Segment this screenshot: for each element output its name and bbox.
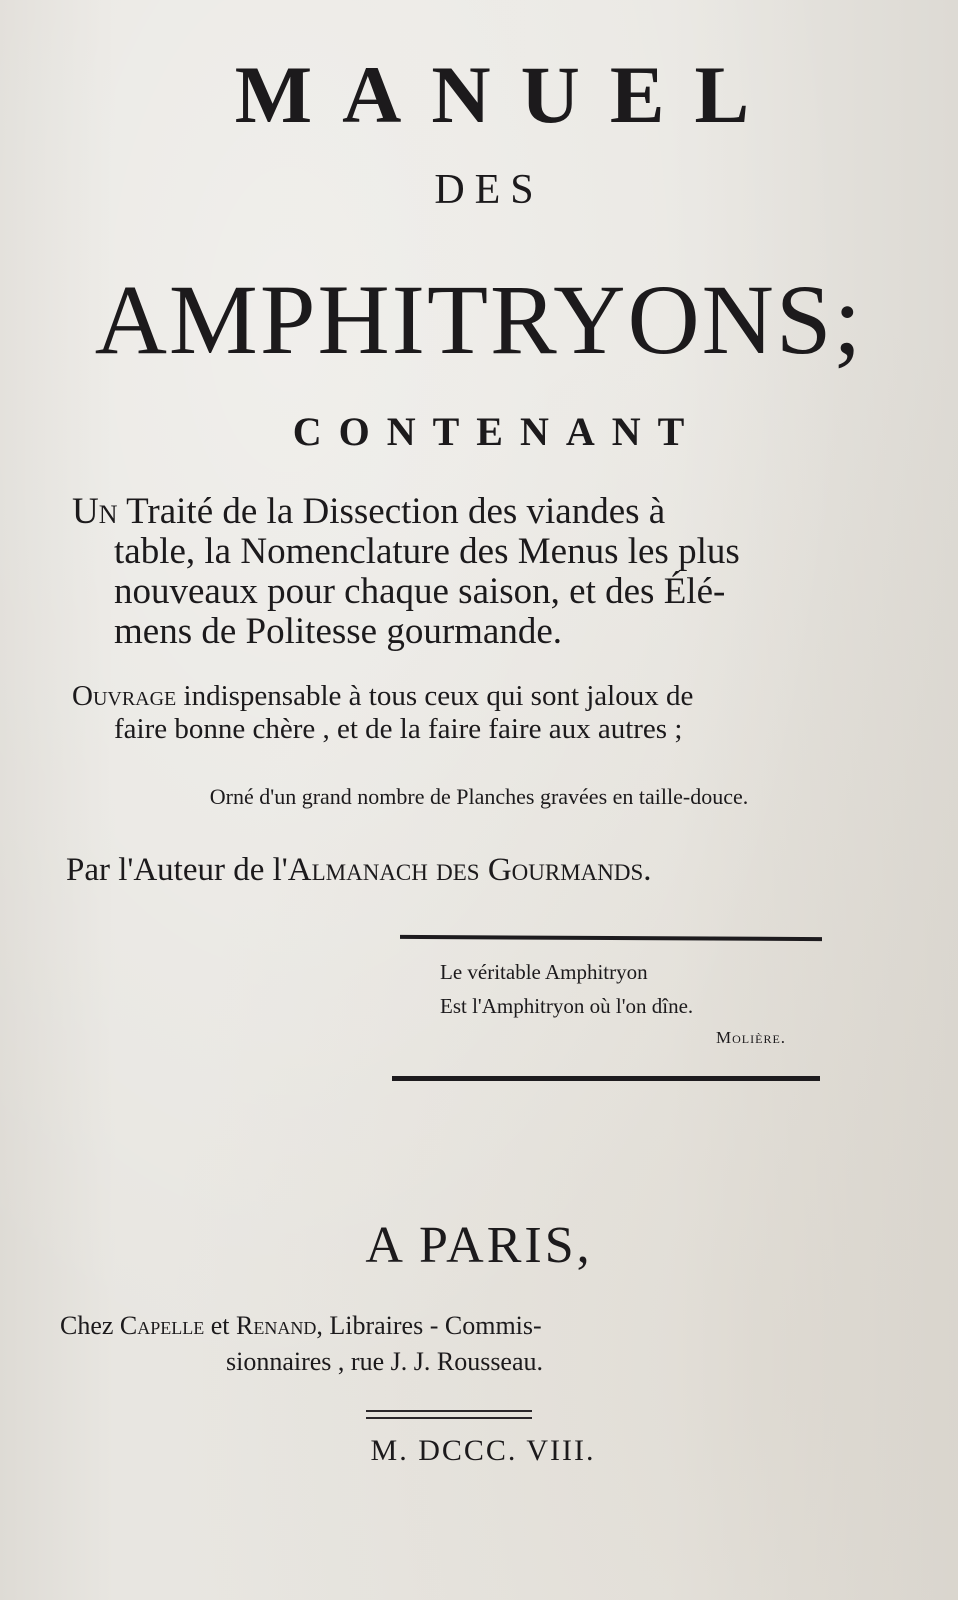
epigraph-rule-bottom [392, 1076, 820, 1081]
description-line-2: table, la Nomenclature des Menus les plus [114, 531, 740, 572]
purpose-line-1: Ouvrage indispensable à tous ceux qui sont jaloux de [72, 680, 694, 712]
imprint-line-2: sionnaires , rue J. J. Rousseau. [226, 1347, 544, 1376]
illustrations-note: Orné d'un grand nombre de Planches gravées en taille-douce. [209, 784, 749, 809]
epigraph-attribution: Molière. [716, 1028, 787, 1047]
contains-label: CONTENANT [292, 409, 702, 454]
imprint-city: A PARIS, [365, 1217, 593, 1274]
epigraph-rule-top [400, 935, 822, 941]
publication-date: M. DCCC. VIII. [370, 1434, 596, 1467]
purpose-lead: Ouvrage [72, 680, 177, 712]
imprint-line-1: Chez Capelle et Renand, Libraires - Commis- [60, 1311, 542, 1340]
description-lead: Un [72, 491, 118, 532]
almanach-title: Almanach des Gourmands. [287, 852, 652, 888]
purpose-paragraph [72, 680, 693, 746]
purpose-line-2: faire bonne chère , et de la faire faire aux autres ; [114, 713, 683, 745]
description-line-3: nouveaux pour chaque saison, et des Élé- [114, 571, 726, 612]
description-paragraph [72, 492, 740, 652]
title-amphitryons: AMPHITRYONS; [94, 264, 864, 375]
title-manuel: MANUEL [234, 49, 780, 140]
epigraph-line-1: Le véritable Amphitryon [440, 960, 648, 984]
imprint-double-rule [366, 1410, 532, 1419]
description-line-4: mens de Politesse gourmande. [114, 611, 563, 652]
title-des: DES [434, 167, 544, 213]
author-line: Par l'Auteur de l'Almanach des Gourmands. [66, 852, 652, 888]
description-line-1: Un Traité de la Dissection des viandes à [72, 491, 666, 532]
imprint-publisher [60, 1308, 543, 1380]
epigraph-line-2: Est l'Amphitryon où l'on dîne. [440, 994, 694, 1018]
epigraph [440, 955, 693, 1023]
